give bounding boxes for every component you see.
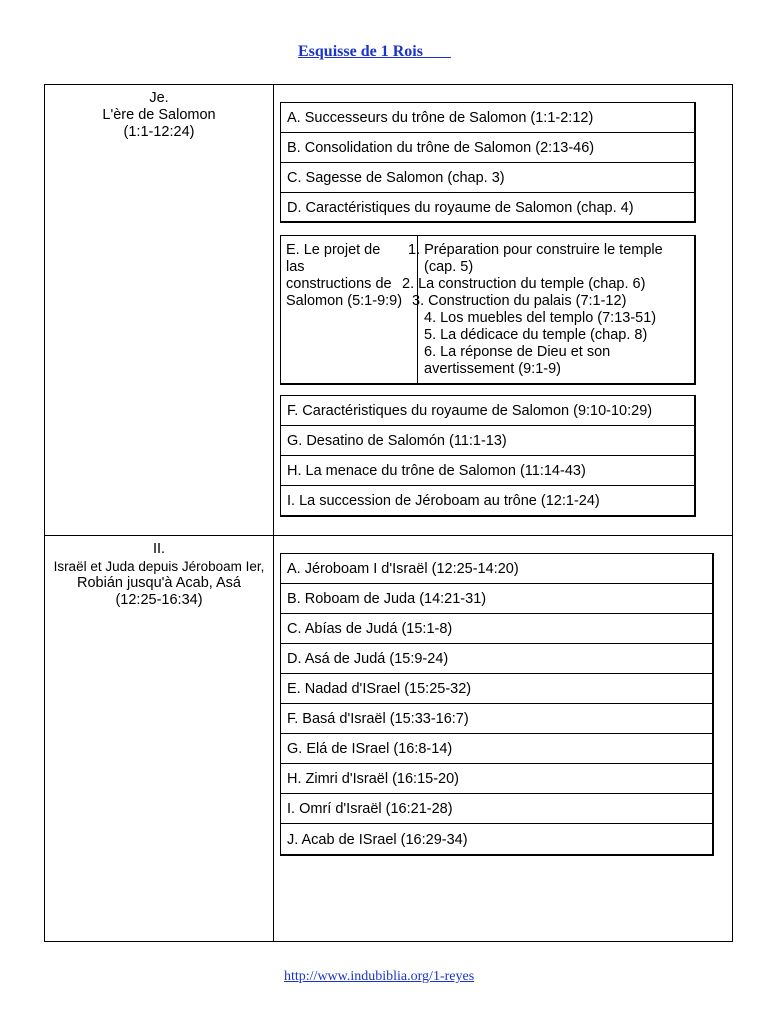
source-link[interactable]: http://www.indubiblia.org/1-reyes bbox=[284, 969, 475, 984]
item-e-sub-2: 2. La construction du temple (chap. 6) bbox=[402, 276, 646, 292]
list-item: H. Zimri d'Israël (16:15-20) bbox=[281, 764, 712, 794]
section-2-line-1: Israël et Juda depuis Jéroboam Ier, bbox=[53, 559, 265, 574]
list-item: A. Successeurs du trône de Salomon (1:1-2:12) bbox=[281, 103, 694, 133]
section-2-heading bbox=[45, 541, 273, 609]
list-item: J. Acab de ISrael (16:29-34) bbox=[287, 831, 468, 848]
list-item: A. Jéroboam I d'Israël (12:25-14:20) bbox=[281, 554, 712, 584]
list-item: C. Sagesse de Salomon (chap. 3) bbox=[281, 163, 694, 193]
section-2-number: II. bbox=[152, 541, 166, 557]
item-e-heading-line: E. Le projet de bbox=[286, 242, 381, 258]
section-1-name: L'ère de Salomon bbox=[102, 107, 216, 123]
item-e-sub-6: 6. La réponse de Dieu et son bbox=[424, 344, 611, 360]
item-e-sub-4: 4. Los muebles del templo (7:13-51) bbox=[424, 310, 657, 326]
list-item: F. Caractéristiques du royaume de Salomon (9:10-10:29) bbox=[281, 396, 694, 426]
section-2-line-2: Robián jusqu'à Acab, Asá bbox=[77, 575, 241, 591]
item-e-heading bbox=[286, 242, 402, 310]
item-e-heading-line: las bbox=[286, 259, 305, 275]
item-e-sub-3: 3. Construction du palais (7:1-12) bbox=[412, 293, 627, 309]
row-divider bbox=[44, 535, 732, 536]
section-1-heading bbox=[45, 90, 273, 141]
section-2-range: (12:25-16:34) bbox=[115, 592, 203, 608]
item-e-sub-5: 5. La dédicace du temple (chap. 8) bbox=[424, 327, 648, 343]
list-item: B. Roboam de Juda (14:21-31) bbox=[281, 584, 712, 614]
section-2-items bbox=[280, 553, 714, 856]
list-item: I. Omrí d'Israël (16:21-28) bbox=[281, 794, 712, 824]
item-e-sub-1: 1. Préparation pour construire le temple bbox=[408, 242, 663, 258]
list-item: G. Elá de ISrael (16:8-14) bbox=[281, 734, 712, 764]
item-e-sub-1-cont: (cap. 5) bbox=[424, 259, 474, 275]
list-item: G. Desatino de Salomón (11:1-13) bbox=[281, 426, 694, 456]
section-1-number: Je. bbox=[149, 90, 169, 106]
list-item: D. Asá de Judá (15:9-24) bbox=[281, 644, 712, 674]
list-item: B. Consolidation du trône de Salomon (2:13-46) bbox=[281, 133, 694, 163]
item-e-heading-line: constructions de bbox=[286, 276, 392, 292]
list-item: D. Caractéristiques du royaume de Salomon (chap. 4) bbox=[287, 199, 634, 216]
list-item: F. Basá d'Israël (15:33-16:7) bbox=[281, 704, 712, 734]
list-item: I. La succession de Jéroboam au trône (12:1-24) bbox=[287, 493, 600, 509]
list-item: H. La menace du trône de Salomon (11:14-43) bbox=[281, 456, 694, 486]
list-item: C. Abías de Judá (15:1-8) bbox=[281, 614, 712, 644]
section-1-range: (1:1-12:24) bbox=[123, 124, 195, 140]
item-e-heading-line: Salomon (5:1-9:9) bbox=[286, 293, 403, 309]
item-e-sub-6-cont: avertissement (9:1-9) bbox=[424, 361, 561, 377]
section-1-items-bottom bbox=[280, 395, 696, 517]
list-item: E. Nadad d'ISrael (15:25-32) bbox=[281, 674, 712, 704]
section-1-items-top bbox=[280, 102, 696, 223]
document-title[interactable]: Esquisse de 1 Rois bbox=[298, 43, 451, 60]
column-divider bbox=[273, 84, 274, 941]
